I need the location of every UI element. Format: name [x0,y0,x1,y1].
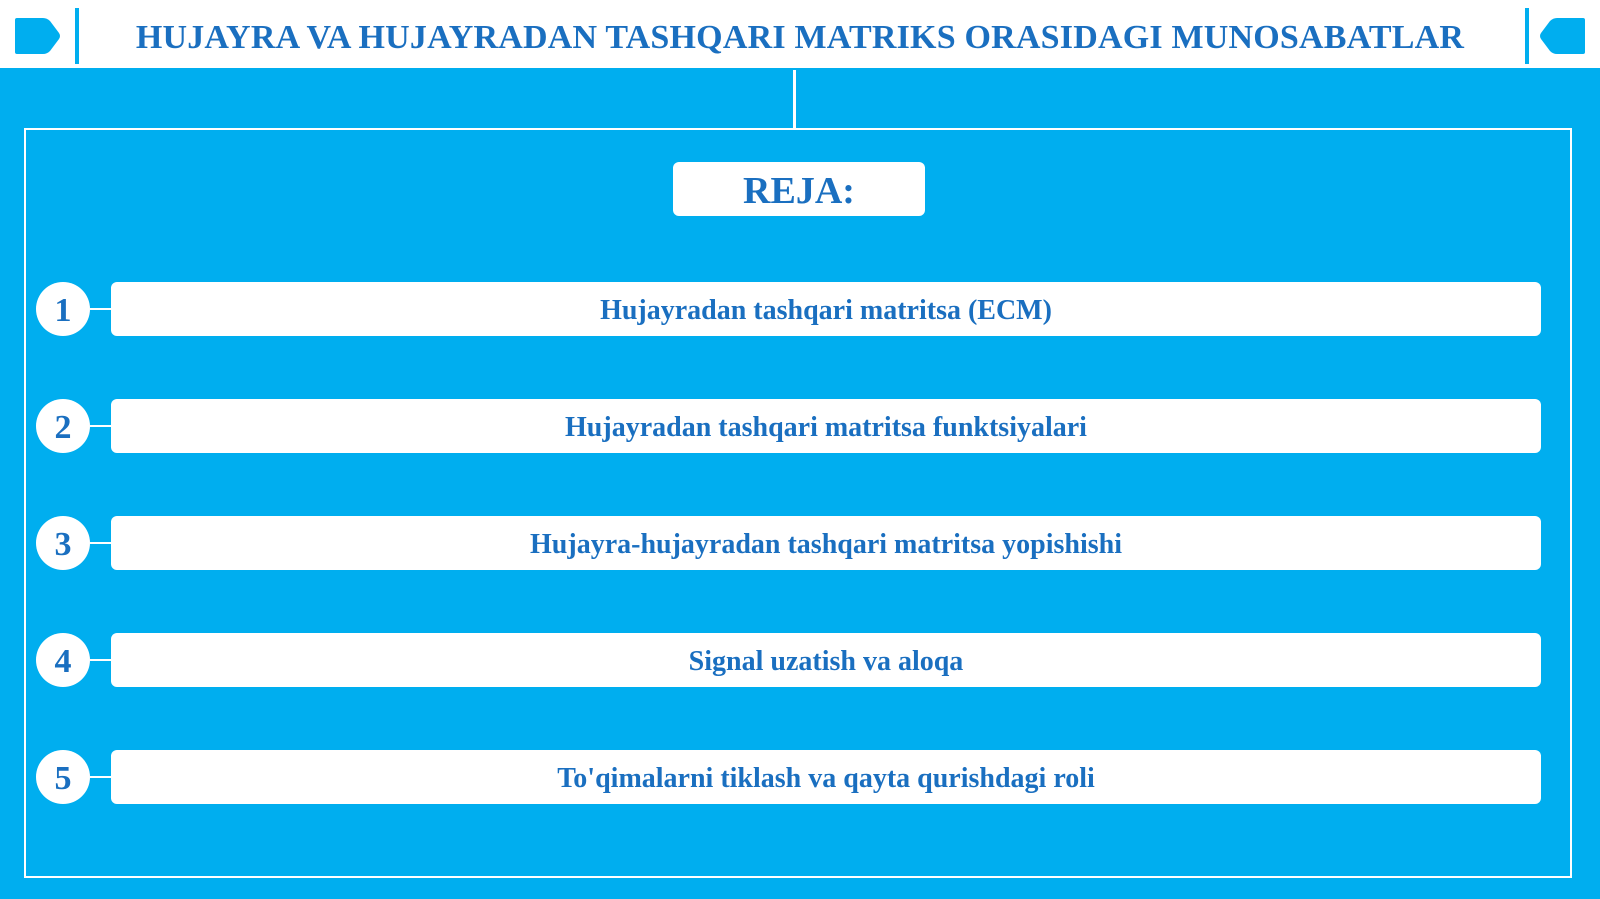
plan-item-connector [90,776,112,778]
plan-item [36,633,1541,689]
plan-item-label: To'qimalarni tiklash va qayta qurishdagi roli [111,750,1541,804]
slide-header [0,0,1600,70]
header-connector-line [793,70,796,128]
header-divider-right [1525,8,1529,64]
plan-item-connector [90,425,112,427]
slide-title: HUJAYRA VA HUJAYRADAN TASHQARI MATRIKS ORASIDAGI MUNOSABATLAR [135,19,1465,56]
plan-item-connector [90,659,112,661]
plan-item-number: 3 [36,516,90,570]
plan-item-number: 5 [36,750,90,804]
plan-item [36,750,1541,806]
header-divider-left [75,8,79,64]
arrow-tab-left-icon [1539,16,1587,56]
plan-item-label: Hujayradan tashqari matritsa funktsiyalari [111,399,1541,453]
arrow-tab-right-icon [13,16,61,56]
plan-item-connector [90,542,112,544]
plan-item-number: 1 [36,282,90,336]
plan-item [36,516,1541,572]
plan-item-label: Hujayra-hujayradan tashqari matritsa yopishishi [111,516,1541,570]
plan-item-number: 2 [36,399,90,453]
plan-heading: REJA: [673,162,925,216]
plan-item [36,282,1541,338]
plan-item-label: Signal uzatish va aloqa [111,633,1541,687]
plan-item-number: 4 [36,633,90,687]
plan-item-label: Hujayradan tashqari matritsa (ECM) [111,282,1541,336]
plan-item-connector [90,308,112,310]
plan-item [36,399,1541,455]
